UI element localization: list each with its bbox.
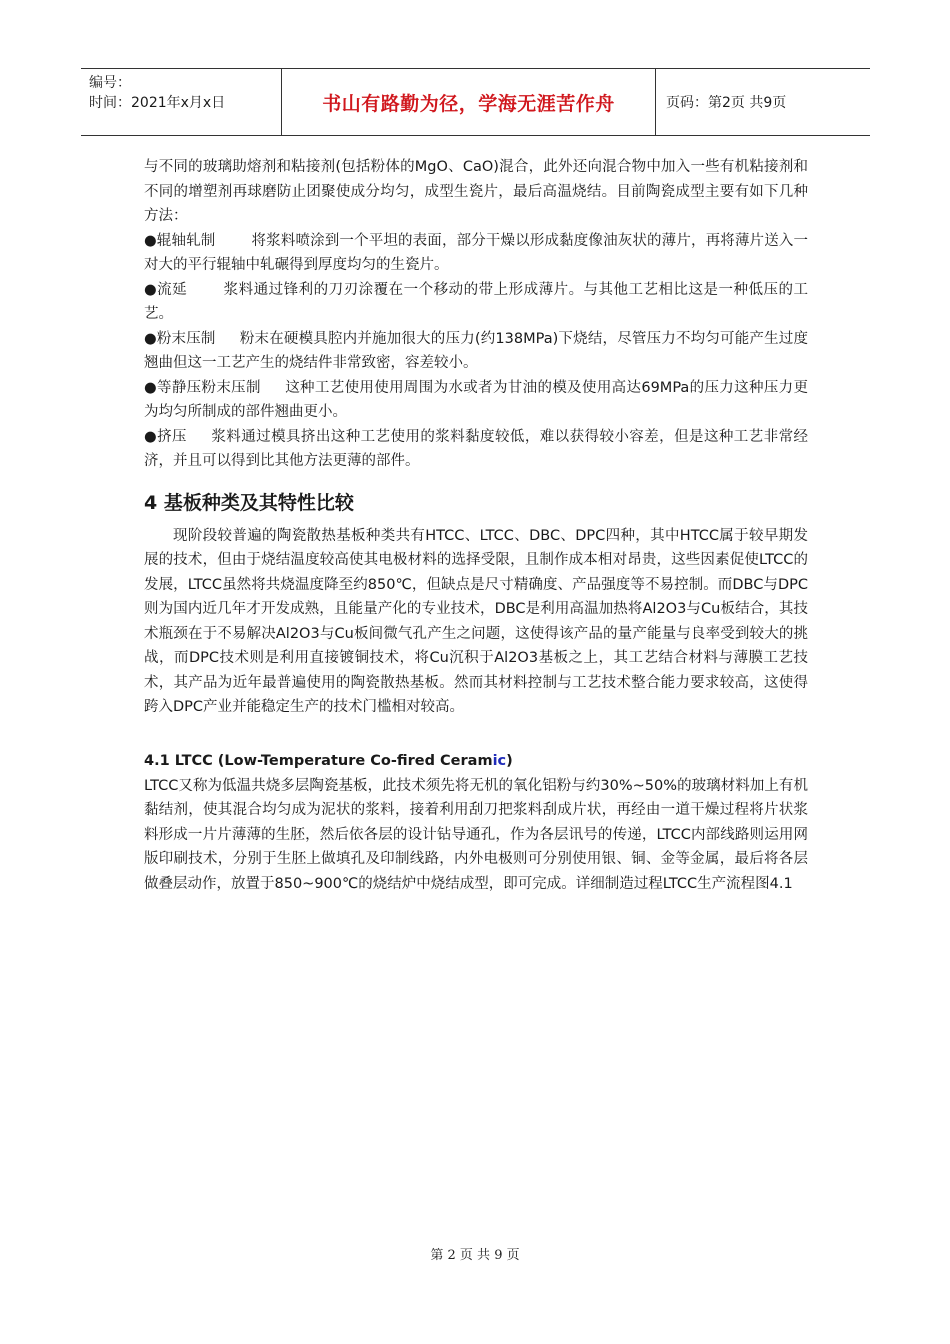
section-4-1-heading bbox=[144, 750, 808, 772]
method-desc: 这种工艺使用使用周围为水或者为甘油的模及使用高达69MPa的压力这种压力更为均匀所制成的部件翘曲更小。 bbox=[144, 379, 809, 420]
page-footer: 第 2 页 共 9 页 bbox=[430, 1248, 520, 1263]
method-name: ●流延 bbox=[144, 281, 188, 298]
method-item bbox=[144, 229, 808, 278]
heading-text-highlight: ic bbox=[492, 752, 507, 769]
method-desc: 将浆料喷涂到一个平坦的表面，部分干燥以形成黏度像油灰状的薄片，再将薄片送入一对大的平行辊轴中轧碾得到厚度均匀的生瓷片。 bbox=[144, 232, 808, 273]
method-item bbox=[144, 376, 808, 425]
method-item bbox=[144, 278, 808, 327]
method-desc: 浆料通过锋利的刀刃涂覆在一个移动的带上形成薄片。与其他工艺相比这是一种低压的工艺。 bbox=[144, 281, 809, 322]
section-4-paragraph: 现阶段较普遍的陶瓷散热基板种类共有HTCC、LTCC、DBC、DPC四种，其中HTCC属于较早期发展的技术，但由于烧结温度较高使其电极材料的选择受限，且制作成本相对昂贵，这些因素促使LTCC的发展，LTCC虽然将共烧温度降至约850℃，但缺点是尺寸精确度、产品强度等不易控制。而DBC与DPC则为国内近几年才开发成熟，且能量产化的专业技术，DBC是利用高温加热将Al2O3与Cu板结合，其技术瓶颈在于不易解决Al2O3与Cu板间微气孔产生之问题，这使得该产品的量产能量与良率受到较大的挑战，而DPC技术则是利用直接镀铜技术，将Cu沉积于Al2O3基板之上，其工艺结合材料与薄膜工艺技术，其产品为近年最普遍使用的陶瓷散热基板。然而其材料控制与工艺技术整合能力要求较高，这使得跨入DPC产业并能稳定生产的技术门槛相对较高。 bbox=[144, 527, 808, 715]
intro-paragraph: 与不同的玻璃助熔剂和粘接剂(包括粉体的MgO、CaO)混合，此外还向混合物中加入一些有机粘接剂和不同的增塑剂再球磨防止团聚使成分均匀，成型生瓷片，最后高温烧结。目前陶瓷成型主要有如下几种方法： bbox=[144, 159, 808, 224]
header-motto: 书山有路勤为径，学海无涯苦作舟 bbox=[322, 92, 615, 115]
method-desc: 粉末在硬模具腔内并施加很大的压力(约138MPa)下烧结，尽管压力不均匀可能产生过度翘曲但这一工艺产生的烧结件非常致密，容差较小。 bbox=[144, 330, 809, 371]
method-item bbox=[144, 425, 808, 474]
heading-text-end: ) bbox=[506, 752, 513, 769]
method-item bbox=[144, 327, 808, 376]
method-name: ●粉末压制 bbox=[144, 330, 216, 347]
method-name: ●等静压粉末压制 bbox=[144, 379, 261, 396]
method-name: ●辊轴轧制 bbox=[144, 232, 216, 249]
number-label: 编号： bbox=[89, 75, 131, 91]
heading-text: 4.1 LTCC (Low-Temperature Co-fired Ceram bbox=[144, 752, 493, 769]
date-label: 时间：2021年x月x日 bbox=[89, 95, 226, 111]
header-meta bbox=[81, 69, 282, 135]
page-header bbox=[81, 68, 870, 136]
section-4-1-paragraph: LTCC又称为低温共烧多层陶瓷基板，此技术须先将无机的氧化铝粉与约30%~50%的玻璃材料加上有机黏结剂，使其混合均匀成为泥状的浆料，接着利用刮刀把浆料刮成片状，再经由一道干燥过程将片状浆料形成一片片薄薄的生胚，然后依各层的设计钻导通孔，作为各层讯号的传递，LTCC内部线路则运用网版印刷技术，分别于生胚上做填孔及印制线路，内外电极则可分别使用银、铜、金等金属，最后将各层做叠层动作，放置于850~900℃的烧结炉中烧结成型，即可完成。详细制造过程LTCC生产流程图4.1 bbox=[144, 777, 808, 892]
header-page-info: 页码：第2页 共9页 bbox=[666, 95, 787, 111]
header-motto-cell bbox=[282, 69, 656, 135]
method-name: ●挤压 bbox=[144, 428, 187, 445]
document-body bbox=[144, 155, 808, 896]
section-4-heading: 4 基板种类及其特性比较 bbox=[144, 491, 354, 514]
method-desc: 浆料通过模具挤出这种工艺使用的浆料黏度较低，难以获得较小容差，但是这种工艺非常经济，并且可以得到比其他方法更薄的部件。 bbox=[144, 428, 808, 469]
